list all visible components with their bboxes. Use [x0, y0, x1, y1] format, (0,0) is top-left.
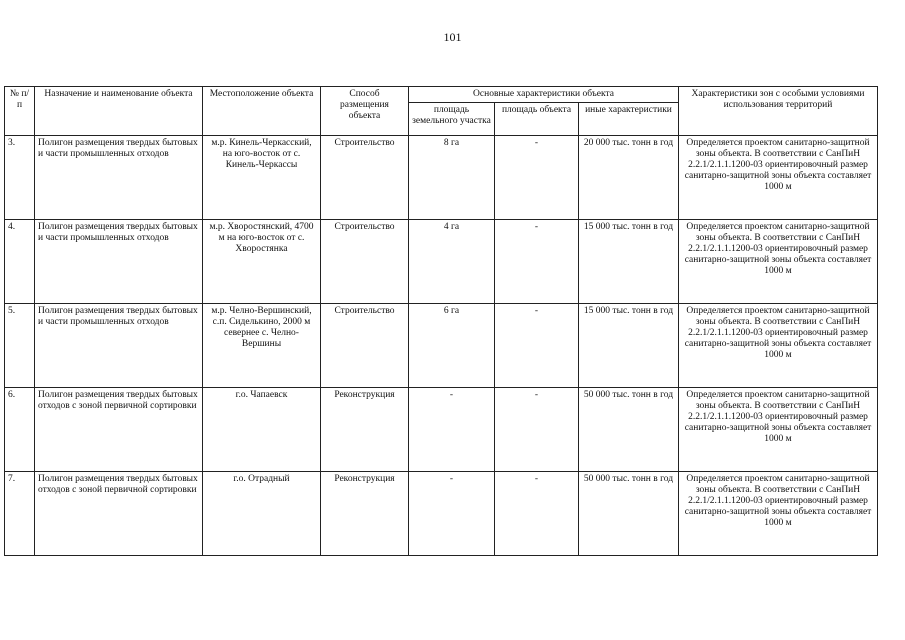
cell-method: Строительство — [321, 304, 409, 388]
cell-zones: Определяется проектом санитарно-защитной зоны объекта. В соответствии с СанПиН 2.2.1/2.1.1.1200-03 ориентировочный размер санитарно-защитной зоны объекта составляет 1000 м — [679, 472, 878, 556]
cell-land-area: 6 га — [409, 304, 495, 388]
header-zones: Характеристики зон с особыми условиями использования территорий — [679, 87, 878, 136]
cell-location: м.р. Хворостянский, 4700 м на юго-восток от с. Хворостянка — [203, 220, 321, 304]
cell-other: 15 000 тыс. тонн в год — [579, 220, 679, 304]
header-object-area: площадь объекта — [495, 103, 579, 136]
cell-method: Реконструкция — [321, 472, 409, 556]
objects-table — [4, 86, 878, 556]
cell-zones: Определяется проектом санитарно-защитной зоны объекта. В соответствии с СанПиН 2.2.1/2.1.1.1200-03 ориентировочный размер санитарно-защитной зоны объекта составляет 1000 м — [679, 388, 878, 472]
header-name: Назначение и наименование объекта — [35, 87, 203, 136]
cell-method: Строительство — [321, 136, 409, 220]
cell-land-area: - — [409, 388, 495, 472]
cell-object-area: - — [495, 388, 579, 472]
header-num: № п/п — [5, 87, 35, 136]
table-row — [5, 220, 878, 304]
cell-location: г.о. Чапаевск — [203, 388, 321, 472]
cell-location: г.о. Отрадный — [203, 472, 321, 556]
table-row — [5, 388, 878, 472]
cell-other: 50 000 тыс. тонн в год — [579, 472, 679, 556]
cell-name: Полигон размещения твердых бытовых и части промышленных отходов — [35, 304, 203, 388]
cell-object-area: - — [495, 304, 579, 388]
cell-land-area: - — [409, 472, 495, 556]
cell-land-area: 8 га — [409, 136, 495, 220]
cell-object-area: - — [495, 220, 579, 304]
header-location: Местоположение объекта — [203, 87, 321, 136]
header-method: Способ размещения объекта — [321, 87, 409, 136]
cell-name: Полигон размещения твердых бытовых отходов с зоной первичной сортировки — [35, 388, 203, 472]
cell-num: 7. — [5, 472, 35, 556]
cell-object-area: - — [495, 136, 579, 220]
header-land-area: площадь земельного участка — [409, 103, 495, 136]
cell-num: 3. — [5, 136, 35, 220]
cell-other: 50 000 тыс. тонн в год — [579, 388, 679, 472]
cell-name: Полигон размещения твердых бытовых и части промышленных отходов — [35, 220, 203, 304]
cell-num: 6. — [5, 388, 35, 472]
page-number: 101 — [443, 30, 462, 44]
table-row — [5, 304, 878, 388]
cell-name: Полигон размещения твердых бытовых отходов с зоной первичной сортировки — [35, 472, 203, 556]
cell-land-area: 4 га — [409, 220, 495, 304]
cell-method: Реконструкция — [321, 388, 409, 472]
cell-num: 5. — [5, 304, 35, 388]
cell-method: Строительство — [321, 220, 409, 304]
header-row — [5, 87, 878, 103]
table-row — [5, 472, 878, 556]
cell-zones: Определяется проектом санитарно-защитной зоны объекта. В соответствии с СанПиН 2.2.1/2.1.1.1200-03 ориентировочный размер санитарно-защитной зоны объекта составляет 1000 м — [679, 304, 878, 388]
cell-object-area: - — [495, 472, 579, 556]
cell-other: 15 000 тыс. тонн в год — [579, 304, 679, 388]
cell-other: 20 000 тыс. тонн в год — [579, 136, 679, 220]
cell-location: м.р. Кинель-Черкасский, на юго-восток от с. Кинель-Черкассы — [203, 136, 321, 220]
cell-zones: Определяется проектом санитарно-защитной зоны объекта. В соответствии с СанПиН 2.2.1/2.1.1.1200-03 ориентировочный размер санитарно-защитной зоны объекта составляет 1000 м — [679, 136, 878, 220]
header-characteristics: Основные характеристики объекта — [409, 87, 679, 103]
table-row — [5, 136, 878, 220]
cell-num: 4. — [5, 220, 35, 304]
cell-name: Полигон размещения твердых бытовых и части промышленных отходов — [35, 136, 203, 220]
cell-zones: Определяется проектом санитарно-защитной зоны объекта. В соответствии с СанПиН 2.2.1/2.1.1.1200-03 ориентировочный размер санитарно-защитной зоны объекта составляет 1000 м — [679, 220, 878, 304]
cell-location: м.р. Челно-Вершинский, с.п. Сиделькино, 2000 м севернее с. Челно-Вершины — [203, 304, 321, 388]
header-other: иные характеристики — [579, 103, 679, 136]
